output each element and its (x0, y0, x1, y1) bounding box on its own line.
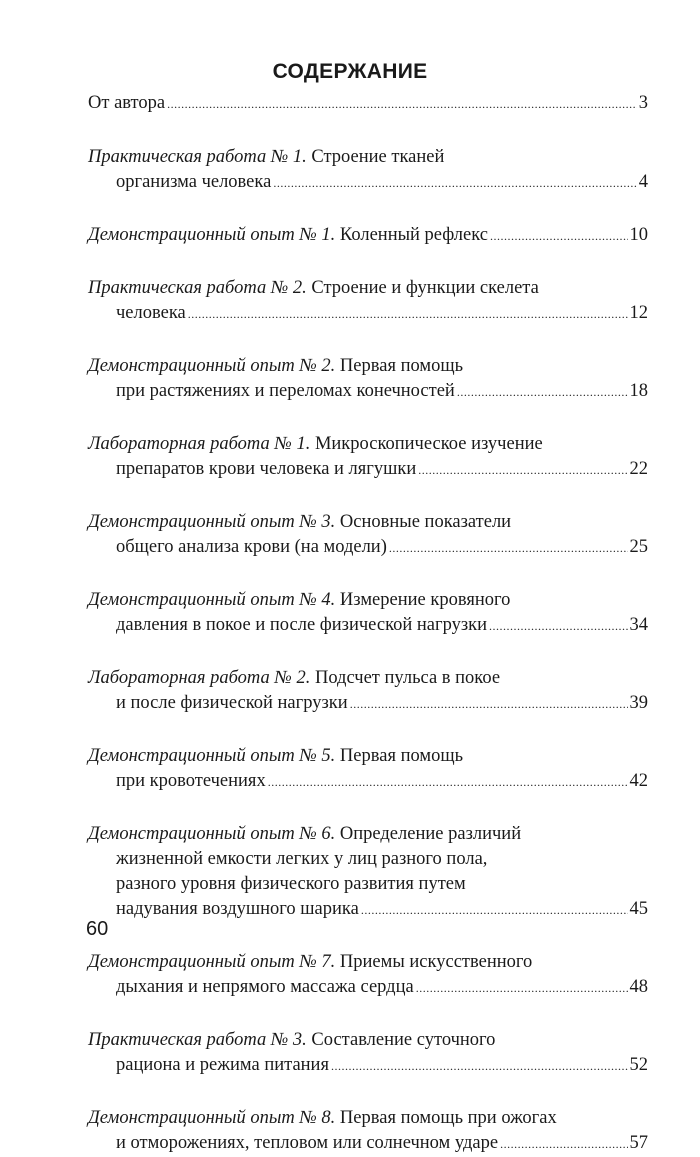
toc-entry-title: надувания воздушного шарика (116, 899, 359, 919)
toc-entry-title: препаратов крови человека и лягушки (116, 459, 417, 479)
toc-entry-label: Демонстрационный опыт № 8. (88, 1108, 336, 1128)
toc-entry-line (88, 354, 648, 379)
dot-leader (361, 898, 628, 923)
toc-entry-title: Основные показатели (339, 512, 512, 532)
toc-entry-page: 48 (629, 977, 648, 997)
toc-entry-label: Демонстрационный опыт № 6. (88, 824, 336, 844)
toc-entry-label: Демонстрационный опыт № 1. (88, 225, 336, 245)
toc-entry-text (88, 223, 488, 248)
toc-entry-line (88, 588, 648, 613)
toc-entry (88, 666, 648, 717)
dot-leader (273, 171, 636, 196)
toc-entry-page: 45 (629, 899, 648, 919)
toc-entry-label: Лабораторная работа № 2. (88, 668, 311, 688)
toc-entry-last-line (88, 535, 648, 561)
toc-entry (88, 223, 648, 249)
dot-leader (489, 614, 627, 639)
toc-entry (88, 1028, 648, 1079)
toc-entry (88, 354, 648, 405)
toc-entry-title: Первая помощь при ожогах (339, 1108, 557, 1128)
toc-entry-text (116, 457, 416, 482)
toc-entry-last-line (88, 769, 648, 795)
toc-entry-page: 3 (638, 93, 648, 113)
toc-entry-title: От автора (88, 93, 166, 113)
toc-entry-line (88, 432, 648, 457)
dot-leader (350, 692, 628, 717)
toc-entry (88, 432, 648, 483)
toc-entry-line (88, 666, 648, 691)
dot-leader (188, 302, 628, 327)
toc-entry-title: Первая помощь (339, 356, 464, 376)
toc-entry-title: организма человека (116, 172, 272, 192)
toc-entry-line (88, 950, 648, 975)
toc-entry-text (116, 1053, 329, 1078)
toc-entry-label: Практическая работа № 3. (88, 1030, 307, 1050)
toc-entry-title: Измерение кровяного (339, 590, 511, 610)
toc-entry-last-line (88, 301, 648, 327)
toc-entry-line (88, 510, 648, 535)
toc-entry-page: 57 (629, 1133, 648, 1153)
dot-leader (331, 1054, 628, 1079)
toc-entry-line (88, 872, 648, 897)
toc-entry (88, 276, 648, 327)
toc-entry-last-line (88, 91, 648, 117)
toc-entry-last-line (88, 170, 648, 196)
toc-entry (88, 744, 648, 795)
toc-entry-label: Практическая работа № 1. (88, 147, 307, 167)
toc-entry-text (116, 691, 348, 716)
toc-entry-title: Подсчет пульса в покое (314, 668, 501, 688)
toc-entry-text (116, 301, 186, 326)
toc-entry-title: Первая помощь (339, 746, 464, 766)
toc-entry-title: давления в покое и после физической нагрузки (116, 615, 488, 635)
dot-leader (418, 458, 627, 483)
toc-entry-text (116, 897, 359, 922)
toc-entry-page: 22 (629, 459, 648, 479)
toc-entry-title: при растяжениях и переломах конечностей (116, 381, 455, 401)
toc-entry-text (116, 379, 455, 404)
toc-entry-line (88, 1106, 648, 1131)
toc-entry-last-line (88, 975, 648, 1001)
dot-leader (500, 1132, 627, 1157)
toc-entry (88, 822, 648, 923)
toc-entry-text (116, 1131, 498, 1156)
toc-entry-line (88, 276, 648, 301)
toc-entry-label: Демонстрационный опыт № 4. (88, 590, 336, 610)
toc-entry-title: при кровотечениях (116, 771, 266, 791)
toc-entry-line (88, 822, 648, 847)
toc-entry-title: Составление суточного (311, 1030, 496, 1050)
toc-entry-title: Микроскопическое изучение (314, 434, 543, 454)
toc-entry-title: Приемы искусственного (339, 952, 533, 972)
toc-entry-title: человека (116, 303, 186, 323)
toc-entry-label: Демонстрационный опыт № 2. (88, 356, 336, 376)
toc-entry-text (116, 769, 266, 794)
dot-leader (268, 770, 628, 795)
toc-entry-page: 39 (629, 693, 648, 713)
toc-entry (88, 588, 648, 639)
toc-entry-text (116, 170, 271, 195)
toc-entry-title: жизненной емкости легких у лиц разного пола, (116, 849, 488, 869)
toc-entry-text (88, 91, 165, 116)
dot-leader (457, 380, 628, 405)
toc-entry-line (88, 744, 648, 769)
toc-entry-line (88, 1028, 648, 1053)
table-of-contents (88, 91, 648, 1157)
toc-entry-page: 25 (629, 537, 648, 557)
toc-entry-last-line (88, 379, 648, 405)
toc-entry-label: Демонстрационный опыт № 7. (88, 952, 336, 972)
toc-entry-last-line (88, 457, 648, 483)
toc-entry-title: Определение различий (339, 824, 522, 844)
toc-entry-last-line (88, 613, 648, 639)
toc-entry-label: Практическая работа № 2. (88, 278, 307, 298)
page-number: 60 (86, 918, 109, 940)
dot-leader (416, 976, 628, 1001)
toc-entry (88, 510, 648, 561)
toc-entry-title: рациона и режима питания (116, 1055, 329, 1075)
dot-leader (389, 536, 628, 561)
toc-entry-title: общего анализа крови (на модели) (116, 537, 387, 557)
dot-leader (167, 92, 637, 117)
toc-entry-title: Строение и функции скелета (311, 278, 539, 298)
toc-entry-text (116, 613, 487, 638)
toc-entry-page: 12 (629, 303, 648, 323)
toc-entry-page: 4 (638, 172, 648, 192)
toc-entry (88, 91, 648, 117)
toc-entry-line (88, 145, 648, 170)
toc-entry-page: 42 (629, 771, 648, 791)
toc-entry-last-line (88, 1131, 648, 1157)
toc-entry-last-line (88, 897, 648, 923)
toc-entry-title: и отморожениях, тепловом или солнечном ударе (116, 1133, 499, 1153)
toc-entry-title: дыхания и непрямого массажа сердца (116, 977, 414, 997)
toc-entry-label: Демонстрационный опыт № 5. (88, 746, 336, 766)
toc-entry-line (88, 847, 648, 872)
toc-entry-title: разного уровня физического развития путем (116, 874, 466, 894)
toc-entry-last-line (88, 223, 648, 249)
toc-entry-title: Коленный рефлекс (339, 225, 488, 245)
toc-entry-label: Демонстрационный опыт № 3. (88, 512, 336, 532)
toc-entry-last-line (88, 1053, 648, 1079)
toc-entry (88, 950, 648, 1001)
toc-entry-title: Строение тканей (311, 147, 445, 167)
toc-entry-page: 10 (629, 225, 648, 245)
toc-entry-text (116, 975, 414, 1000)
dot-leader (490, 224, 628, 249)
toc-entry (88, 1106, 648, 1157)
toc-entry-title: и после физической нагрузки (116, 693, 348, 713)
toc-entry-text (116, 535, 387, 560)
toc-entry-page: 34 (629, 615, 648, 635)
toc-entry-page: 18 (629, 381, 648, 401)
page-title: СОДЕРЖАНИЕ (272, 60, 428, 83)
toc-entry-page: 52 (629, 1055, 648, 1075)
toc-entry-label: Лабораторная работа № 1. (88, 434, 311, 454)
toc-entry (88, 145, 648, 196)
toc-entry-last-line (88, 691, 648, 717)
